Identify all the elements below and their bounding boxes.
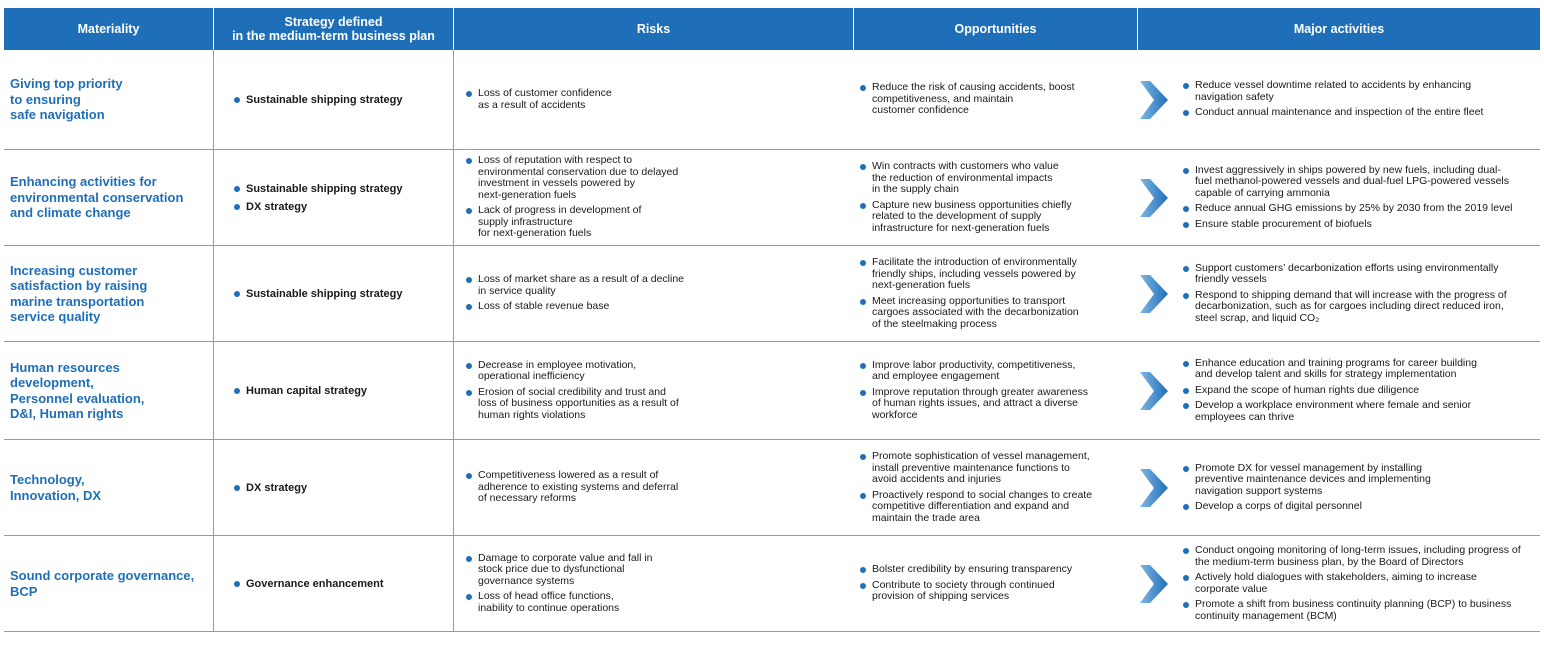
- table-row: [4, 440, 1540, 536]
- strategy-cell: [214, 246, 454, 341]
- opportunity-item: Promote sophistication of vessel management, install preventive maintenance functions to avoid accidents and injuries: [860, 451, 1124, 486]
- activity-item: Promote DX for vessel management by installing preventive maintenance devices and implementing navigation support systems: [1183, 463, 1538, 498]
- opportunities-cell: [854, 342, 1138, 439]
- activities-cell: [1138, 150, 1540, 245]
- risk-item: Erosion of social credibility and trust and loss of business opportunities as a result of human rights violations: [466, 387, 704, 422]
- strategy-item: Sustainable shipping strategy: [234, 288, 453, 300]
- chevron-right-arrow-icon: [1140, 372, 1168, 410]
- risks-cell: [454, 440, 854, 535]
- activities-cell: [1138, 246, 1540, 341]
- risk-item: Loss of market share as a result of a decline in service quality: [466, 274, 704, 297]
- materiality-cell: [4, 342, 214, 439]
- strategy-cell: [214, 150, 454, 245]
- materiality-cell: [4, 50, 214, 149]
- strategy-cell: [214, 342, 454, 439]
- opportunity-item: Reduce the risk of causing accidents, boost competitiveness, and maintain customer confidence: [860, 82, 1124, 117]
- risk-item: Loss of head office functions, inability to continue operations: [466, 591, 704, 614]
- activity-item: Develop a corps of digital personnel: [1183, 501, 1538, 513]
- opportunities-cell: [854, 536, 1138, 631]
- strategy-cell: [214, 440, 454, 535]
- activity-item: Expand the scope of human rights due diligence: [1183, 385, 1538, 397]
- opportunities-cell: [854, 150, 1138, 245]
- strategy-item: Human capital strategy: [234, 385, 453, 397]
- activity-item: Develop a workplace environment where female and senior employees can thrive: [1183, 400, 1538, 423]
- table-row: [4, 150, 1540, 246]
- materiality-label: Human resources development, Personnel evaluation, D&I, Human rights: [10, 359, 145, 421]
- materiality-cell: [4, 246, 214, 341]
- table-row: [4, 536, 1540, 632]
- header-opportunities: Opportunities: [854, 8, 1138, 50]
- strategy-item: Sustainable shipping strategy: [234, 94, 453, 106]
- materiality-cell: [4, 440, 214, 535]
- chevron-right-arrow-icon: [1140, 81, 1168, 119]
- risk-item: Loss of customer confidence as a result of accidents: [466, 88, 704, 111]
- activity-item: Promote a shift from business continuity planning (BCP) to business continuity management (BCM): [1183, 599, 1538, 622]
- materiality-table: [4, 8, 1540, 632]
- risk-item: Competitiveness lowered as a result of adherence to existing systems and deferral of necessary reforms: [466, 470, 704, 505]
- strategy-item: DX strategy: [234, 201, 453, 213]
- activities-cell: [1138, 536, 1540, 631]
- materiality-label: Sound corporate governance, BCP: [10, 568, 195, 599]
- materiality-label: Enhancing activities for environmental conservation and climate change: [10, 174, 184, 221]
- strategy-cell: [214, 50, 454, 149]
- risks-cell: [454, 342, 854, 439]
- header-materiality: Materiality: [4, 8, 214, 50]
- risks-cell: [454, 246, 854, 341]
- table-row: [4, 246, 1540, 342]
- activities-cell: [1138, 440, 1540, 535]
- chevron-right-arrow-icon: [1140, 469, 1168, 507]
- activity-item: Conduct annual maintenance and inspection of the entire fleet: [1183, 107, 1538, 119]
- table-row: [4, 50, 1540, 150]
- risk-item: Damage to corporate value and fall in stock price due to dysfunctional governance systems: [466, 553, 704, 588]
- opportunity-item: Proactively respond to social changes to create competitive differentiation and expand and maintain the trade area: [860, 490, 1124, 525]
- opportunities-cell: [854, 440, 1138, 535]
- opportunities-cell: [854, 246, 1138, 341]
- strategy-item: Governance enhancement: [234, 578, 453, 590]
- activity-item: Reduce vessel downtime related to accidents by enhancing navigation safety: [1183, 80, 1538, 103]
- activities-cell: [1138, 50, 1540, 149]
- materiality-cell: [4, 536, 214, 631]
- activity-item: Ensure stable procurement of biofuels: [1183, 219, 1538, 231]
- activity-item: Conduct ongoing monitoring of long-term issues, including progress of the medium-term business plan, by the Board of Directors: [1183, 545, 1538, 568]
- opportunity-item: Contribute to society through continued provision of shipping services: [860, 580, 1124, 603]
- activities-cell: [1138, 342, 1540, 439]
- risk-item: Decrease in employee motivation, operational inefficiency: [466, 360, 704, 383]
- activity-item: Respond to shipping demand that will increase with the progress of decarbonization, such as for cargoes including direct reduced iron, steel scrap, and liquid CO₂: [1183, 290, 1538, 325]
- risk-item: Lack of progress in development of supply infrastructure for next-generation fuels: [466, 205, 704, 240]
- table-header: [4, 8, 1540, 50]
- header-risks: Risks: [454, 8, 854, 50]
- materiality-label: Giving top priority to ensuring safe navigation: [10, 76, 123, 123]
- header-strategy: Strategy defined in the medium-term business plan: [214, 8, 454, 50]
- activity-item: Support customers’ decarbonization efforts using environmentally friendly vessels: [1183, 263, 1538, 286]
- opportunity-item: Meet increasing opportunities to transport cargoes associated with the decarbonization of the steelmaking process: [860, 296, 1124, 331]
- risk-item: Loss of stable revenue base: [466, 301, 704, 313]
- activity-item: Reduce annual GHG emissions by 25% by 2030 from the 2019 level: [1183, 203, 1538, 215]
- activity-item: Enhance education and training programs for career building and develop talent and skills for strategy implementation: [1183, 358, 1538, 381]
- opportunity-item: Bolster credibility by ensuring transparency: [860, 564, 1124, 576]
- opportunities-cell: [854, 50, 1138, 149]
- chevron-right-arrow-icon: [1140, 179, 1168, 217]
- risks-cell: [454, 50, 854, 149]
- opportunity-item: Improve labor productivity, competitiveness, and employee engagement: [860, 360, 1124, 383]
- chevron-right-arrow-icon: [1140, 565, 1168, 603]
- header-activities: Major activities: [1293, 22, 1385, 36]
- opportunity-item: Facilitate the introduction of environmentally friendly ships, including vessels powered by next-generation fuels: [860, 257, 1124, 292]
- table-body: [4, 50, 1540, 632]
- risk-item: Loss of reputation with respect to environmental conservation due to delayed investment in vessels powered by next-generation fuels: [466, 155, 704, 201]
- strategy-item: DX strategy: [234, 482, 453, 494]
- chevron-right-arrow-icon: [1140, 275, 1168, 313]
- materiality-label: Technology, Innovation, DX: [10, 472, 101, 503]
- strategy-cell: [214, 536, 454, 631]
- opportunity-item: Capture new business opportunities chiefly related to the development of supply infrastructure for next-generation fuels: [860, 200, 1124, 235]
- activity-item: Invest aggressively in ships powered by new fuels, including dual- fuel methanol-powered vessels and dual-fuel LPG-powered vessels capable of carrying ammonia: [1183, 165, 1538, 200]
- strategy-item: Sustainable shipping strategy: [234, 183, 453, 195]
- materiality-label: Increasing customer satisfaction by raising marine transportation service quality: [10, 262, 148, 324]
- opportunity-item: Improve reputation through greater awareness of human rights issues, and attract a diverse workforce: [860, 387, 1124, 422]
- risks-cell: [454, 150, 854, 245]
- activity-item: Actively hold dialogues with stakeholders, aiming to increase corporate value: [1183, 572, 1538, 595]
- table-row: [4, 342, 1540, 440]
- materiality-cell: [4, 150, 214, 245]
- opportunity-item: Win contracts with customers who value the reduction of environmental impacts in the supply chain: [860, 161, 1124, 196]
- risks-cell: [454, 536, 854, 631]
